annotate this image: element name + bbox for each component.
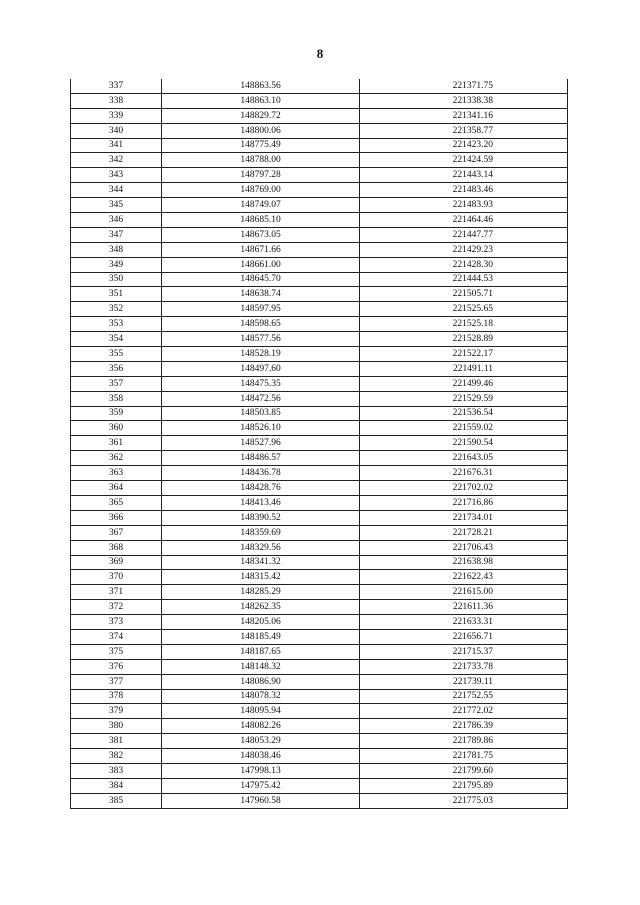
point-number-cell: 340 [71,123,162,138]
point-number-cell: 373 [71,615,162,630]
point-number-cell: 358 [71,391,162,406]
point-number-cell: 337 [71,79,162,93]
point-number-cell: 376 [71,659,162,674]
point-number-cell: 345 [71,198,162,213]
table-row [71,93,568,108]
x-coordinate-cell: 148645.70 [162,272,360,287]
x-coordinate-cell: 148497.60 [162,361,360,376]
y-coordinate-cell: 221799.60 [360,763,568,778]
point-number-cell: 348 [71,242,162,257]
y-coordinate-cell: 221358.77 [360,123,568,138]
x-coordinate-cell: 148685.10 [162,213,360,228]
y-coordinate-cell: 221676.31 [360,466,568,481]
y-coordinate-cell: 221522.17 [360,347,568,362]
y-coordinate-cell: 221702.02 [360,481,568,496]
point-number-cell: 382 [71,749,162,764]
x-coordinate-cell: 148526.10 [162,421,360,436]
x-coordinate-cell: 147960.58 [162,793,360,808]
table-row [71,406,568,421]
point-number-cell: 352 [71,302,162,317]
point-number-cell: 341 [71,138,162,153]
y-coordinate-cell: 221525.65 [360,302,568,317]
table-row [71,793,568,808]
coordinates-table [70,79,568,809]
point-number-cell: 360 [71,421,162,436]
y-coordinate-cell: 221559.02 [360,421,568,436]
point-number-cell: 379 [71,704,162,719]
y-coordinate-cell: 221464.46 [360,213,568,228]
x-coordinate-cell: 148671.66 [162,242,360,257]
point-number-cell: 357 [71,376,162,391]
point-number-cell: 366 [71,510,162,525]
x-coordinate-cell: 148095.94 [162,704,360,719]
x-coordinate-cell: 148638.74 [162,287,360,302]
point-number-cell: 371 [71,585,162,600]
x-coordinate-cell: 148285.29 [162,585,360,600]
table-row [71,79,568,93]
table-row [71,763,568,778]
x-coordinate-cell: 148053.29 [162,734,360,749]
table-row [71,585,568,600]
table-row [71,361,568,376]
point-number-cell: 372 [71,600,162,615]
y-coordinate-cell: 221643.05 [360,451,568,466]
x-coordinate-cell: 148082.26 [162,719,360,734]
x-coordinate-cell: 148428.76 [162,481,360,496]
point-number-cell: 368 [71,540,162,555]
x-coordinate-cell: 148475.35 [162,376,360,391]
table-row [71,481,568,496]
x-coordinate-cell: 148797.28 [162,168,360,183]
x-coordinate-cell: 148436.78 [162,466,360,481]
table-row [71,525,568,540]
point-number-cell: 384 [71,778,162,793]
table-row [71,332,568,347]
table-row [71,242,568,257]
point-number-cell: 369 [71,555,162,570]
y-coordinate-cell: 221423.20 [360,138,568,153]
x-coordinate-cell: 148661.00 [162,257,360,272]
table-row [71,376,568,391]
y-coordinate-cell: 221444.53 [360,272,568,287]
point-number-cell: 367 [71,525,162,540]
table-row [71,421,568,436]
y-coordinate-cell: 221499.46 [360,376,568,391]
x-coordinate-cell: 148185.49 [162,629,360,644]
x-coordinate-cell: 148775.49 [162,138,360,153]
table-row [71,600,568,615]
table-row [71,719,568,734]
x-coordinate-cell: 148086.90 [162,674,360,689]
table-row [71,570,568,585]
y-coordinate-cell: 221752.55 [360,689,568,704]
y-coordinate-cell: 221483.93 [360,198,568,213]
point-number-cell: 347 [71,227,162,242]
table-row [71,704,568,719]
table-row [71,227,568,242]
y-coordinate-cell: 221739.11 [360,674,568,689]
point-number-cell: 350 [71,272,162,287]
point-number-cell: 370 [71,570,162,585]
table-row [71,168,568,183]
x-coordinate-cell: 148486.57 [162,451,360,466]
y-coordinate-cell: 221536.54 [360,406,568,421]
y-coordinate-cell: 221371.75 [360,79,568,93]
y-coordinate-cell: 221424.59 [360,153,568,168]
x-coordinate-cell: 147998.13 [162,763,360,778]
y-coordinate-cell: 221728.21 [360,525,568,540]
x-coordinate-cell: 148503.85 [162,406,360,421]
table-row [71,272,568,287]
table-row [71,183,568,198]
y-coordinate-cell: 221775.03 [360,793,568,808]
point-number-cell: 363 [71,466,162,481]
x-coordinate-cell: 148359.69 [162,525,360,540]
y-coordinate-cell: 221428.30 [360,257,568,272]
y-coordinate-cell: 221656.71 [360,629,568,644]
y-coordinate-cell: 221622.43 [360,570,568,585]
y-coordinate-cell: 221789.86 [360,734,568,749]
x-coordinate-cell: 148413.46 [162,495,360,510]
table-row [71,734,568,749]
y-coordinate-cell: 221781.75 [360,749,568,764]
table-row [71,749,568,764]
y-coordinate-cell: 221772.02 [360,704,568,719]
x-coordinate-cell: 148205.06 [162,615,360,630]
point-number-cell: 339 [71,108,162,123]
table-row [71,674,568,689]
x-coordinate-cell: 148527.96 [162,436,360,451]
x-coordinate-cell: 148788.00 [162,153,360,168]
point-number-cell: 374 [71,629,162,644]
point-number-cell: 361 [71,436,162,451]
table-row [71,659,568,674]
table-row [71,138,568,153]
table-row [71,495,568,510]
x-coordinate-cell: 148597.95 [162,302,360,317]
table-row [71,391,568,406]
point-number-cell: 359 [71,406,162,421]
point-number-cell: 354 [71,332,162,347]
y-coordinate-cell: 221733.78 [360,659,568,674]
y-coordinate-cell: 221638.98 [360,555,568,570]
table-row [71,466,568,481]
y-coordinate-cell: 221429.23 [360,242,568,257]
point-number-cell: 378 [71,689,162,704]
x-coordinate-cell: 148749.07 [162,198,360,213]
point-number-cell: 338 [71,93,162,108]
point-number-cell: 364 [71,481,162,496]
x-coordinate-cell: 148863.56 [162,79,360,93]
x-coordinate-cell: 148472.56 [162,391,360,406]
table-row [71,123,568,138]
point-number-cell: 353 [71,317,162,332]
y-coordinate-cell: 221505.71 [360,287,568,302]
x-coordinate-cell: 148528.19 [162,347,360,362]
point-number-cell: 346 [71,213,162,228]
table-row [71,615,568,630]
y-coordinate-cell: 221447.77 [360,227,568,242]
y-coordinate-cell: 221525.18 [360,317,568,332]
table-row [71,108,568,123]
point-number-cell: 351 [71,287,162,302]
point-number-cell: 355 [71,347,162,362]
y-coordinate-cell: 221715.37 [360,644,568,659]
point-number-cell: 381 [71,734,162,749]
table-row [71,778,568,793]
y-coordinate-cell: 221529.59 [360,391,568,406]
x-coordinate-cell: 148598.65 [162,317,360,332]
x-coordinate-cell: 148078.32 [162,689,360,704]
y-coordinate-cell: 221786.39 [360,719,568,734]
point-number-cell: 362 [71,451,162,466]
point-number-cell: 343 [71,168,162,183]
table-row [71,689,568,704]
x-coordinate-cell: 148315.42 [162,570,360,585]
x-coordinate-cell: 148329.56 [162,540,360,555]
y-coordinate-cell: 221491.11 [360,361,568,376]
table-row [71,555,568,570]
y-coordinate-cell: 221483.46 [360,183,568,198]
y-coordinate-cell: 221716.86 [360,495,568,510]
y-coordinate-cell: 221590.54 [360,436,568,451]
x-coordinate-cell: 148863.10 [162,93,360,108]
table-row [71,198,568,213]
point-number-cell: 349 [71,257,162,272]
table-row [71,287,568,302]
table-row [71,510,568,525]
point-number-cell: 344 [71,183,162,198]
y-coordinate-cell: 221443.14 [360,168,568,183]
x-coordinate-cell: 148673.05 [162,227,360,242]
point-number-cell: 375 [71,644,162,659]
point-number-cell: 385 [71,793,162,808]
y-coordinate-cell: 221338.38 [360,93,568,108]
table-row [71,540,568,555]
x-coordinate-cell: 148187.65 [162,644,360,659]
y-coordinate-cell: 221706.43 [360,540,568,555]
table-row [71,451,568,466]
y-coordinate-cell: 221611.36 [360,600,568,615]
y-coordinate-cell: 221528.89 [360,332,568,347]
x-coordinate-cell: 148341.32 [162,555,360,570]
y-coordinate-cell: 221341.16 [360,108,568,123]
x-coordinate-cell: 148800.06 [162,123,360,138]
table-row [71,436,568,451]
y-coordinate-cell: 221795.89 [360,778,568,793]
y-coordinate-cell: 221633.31 [360,615,568,630]
x-coordinate-cell: 148038.46 [162,749,360,764]
page-number: 8 [316,46,324,61]
table-row [71,644,568,659]
table-row [71,629,568,644]
table-row [71,302,568,317]
point-number-cell: 383 [71,763,162,778]
table-row [71,347,568,362]
point-number-cell: 377 [71,674,162,689]
y-coordinate-cell: 221734.01 [360,510,568,525]
x-coordinate-cell: 148829.72 [162,108,360,123]
x-coordinate-cell: 148148.32 [162,659,360,674]
table-row [71,153,568,168]
coordinates-table-body [71,79,568,808]
point-number-cell: 380 [71,719,162,734]
x-coordinate-cell: 148577.56 [162,332,360,347]
table-row [71,317,568,332]
table-row [71,257,568,272]
x-coordinate-cell: 148390.52 [162,510,360,525]
x-coordinate-cell: 148262.35 [162,600,360,615]
point-number-cell: 356 [71,361,162,376]
y-coordinate-cell: 221615.00 [360,585,568,600]
x-coordinate-cell: 148769.00 [162,183,360,198]
x-coordinate-cell: 147975.42 [162,778,360,793]
point-number-cell: 365 [71,495,162,510]
table-row [71,213,568,228]
point-number-cell: 342 [71,153,162,168]
